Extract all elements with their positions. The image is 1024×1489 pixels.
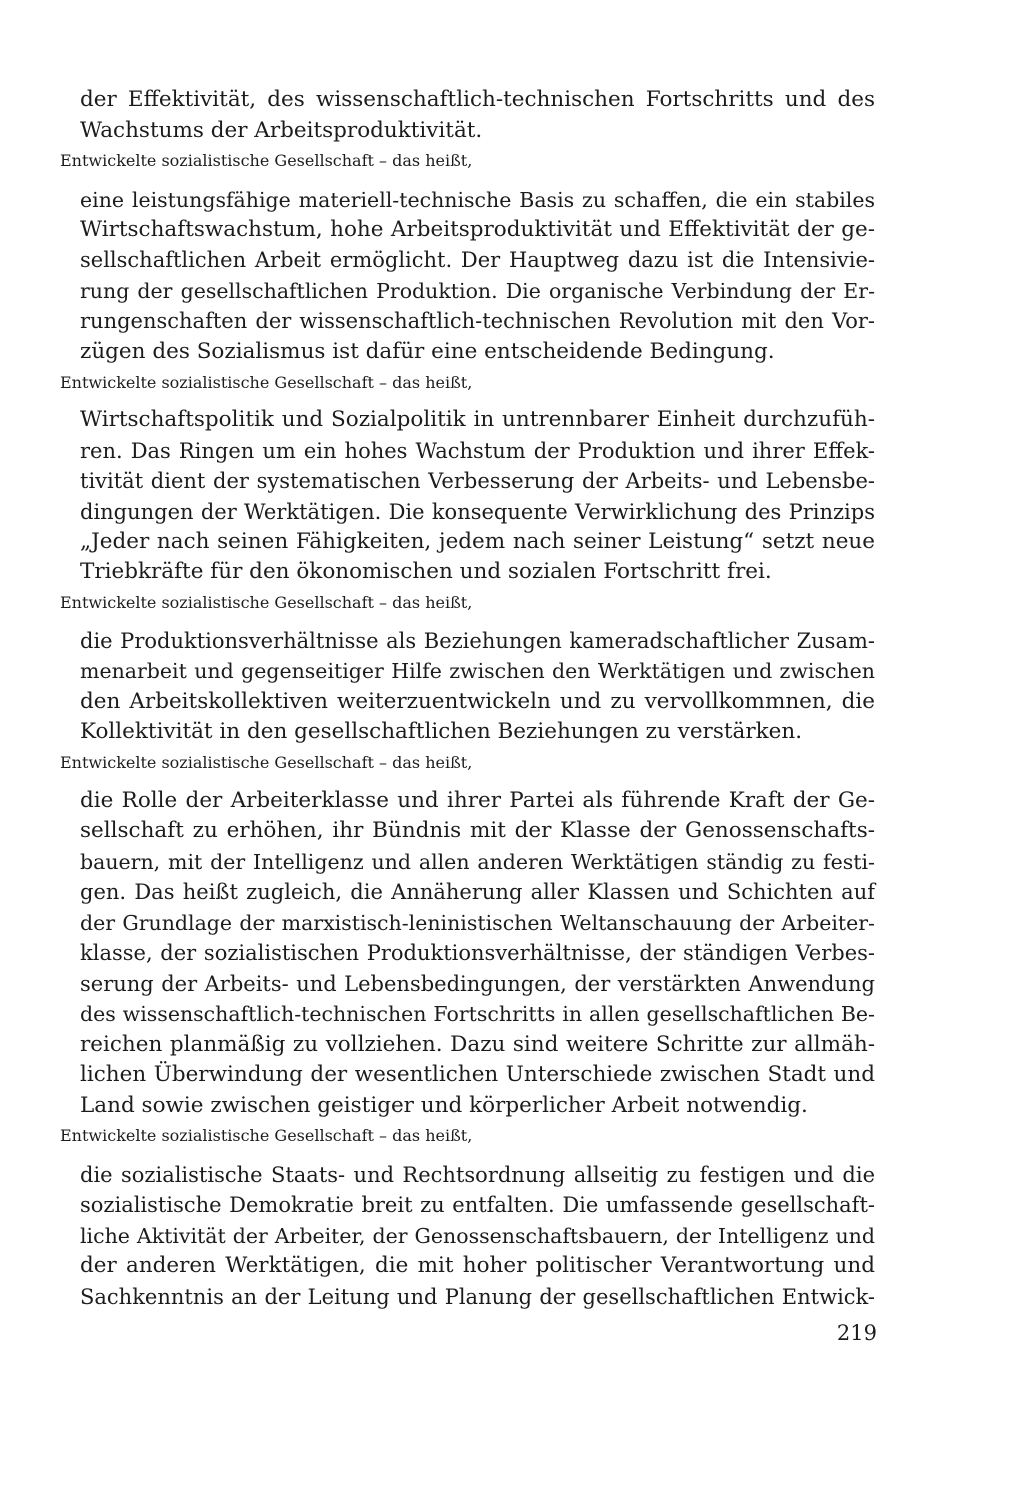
section-heading: Entwickelte sozialistische Gesellschaft – das heißt, [60,373,473,392]
text-line: lichen Überwindung der wesentlichen Unterschiede zwischen Stadt und [80,1062,875,1087]
text-line: menarbeit und gegenseitiger Hilfe zwischen den Werktätigen und zwischen [80,659,875,683]
text-line: des wissenschaftlich-technischen Fortschritts in allen gesellschaftlichen Be- [80,1002,875,1026]
section-heading: Entwickelte sozialistische Gesellschaft – das heißt, [60,151,473,170]
section-heading: Entwickelte sozialistische Gesellschaft – das heißt, [60,1126,473,1145]
text-line: Wirtschaftspolitik und Sozialpolitik in untrennbarer Einheit durchzufüh- [80,407,875,432]
text-line: die Rolle der Arbeiterklasse und ihrer Partei als führende Kraft der Ge- [80,788,875,813]
text-line: Kollektivität in den gesellschaftlichen Beziehungen zu verstärken. [80,719,803,744]
text-line: klasse, der sozialistischen Produktionsverhältnisse, der ständigen Verbes- [80,941,875,965]
page-number: 219 [836,1321,877,1345]
text-line: serung der Arbeits- und Lebensbedingungen, der verstärkten Anwendung [80,972,875,996]
text-line: dingungen der Werktätigen. Die konsequente Verwirklichung des Prinzips [80,500,875,524]
text-line: tivität dient der systematischen Verbesserung der Arbeits- und Lebensbe- [80,469,875,493]
text-line: sozialistische Demokratie breit zu entfalten. Die umfassende gesellschaft- [80,1193,875,1217]
text-line: sellschaft zu erhöhen, ihr Bündnis mit der Klasse der Genossenschafts- [80,818,875,843]
text-line: Sachkenntnis an der Leitung und Planung der gesellschaftlichen Entwick- [80,1285,875,1309]
text-line: zügen des Sozialismus ist dafür eine entscheidende Bedingung. [80,339,775,364]
text-line: der Effektivität, des wissenschaftlich-technischen Fortschritts und des [80,87,875,112]
text-line: Land sowie zwischen geistiger und körperlicher Arbeit notwendig. [80,1093,808,1118]
text-line: reichen planmäßig zu vollziehen. Dazu sind weitere Schritte zur allmäh- [80,1032,875,1057]
text-line: Triebkräfte für den ökonomischen und sozialen Fortschritt frei. [80,559,772,584]
text-line: Wachstums der Arbeitsproduktivität. [80,118,483,143]
text-line: gen. Das heißt zugleich, die Annäherung aller Klassen und Schichten auf [80,880,875,904]
text-line: rungenschaften der wissenschaftlich-technischen Revolution mit den Vor- [80,309,875,333]
text-line: eine leistungsfähige materiell-technische Basis zu schaffen, die ein stabiles [80,188,875,212]
text-line: die sozialistische Staats- und Rechtsordnung allseitig zu festigen und die [80,1163,875,1187]
text-line: bauern, mit der Intelligenz und allen anderen Werktätigen ständig zu festi- [80,850,875,874]
section-heading: Entwickelte sozialistische Gesellschaft – das heißt, [60,753,473,772]
text-line: den Arbeitskollektiven weiterzuentwickeln und zu vervollkommnen, die [80,689,875,714]
text-line: rung der gesellschaftlichen Produktion. Die organische Verbindung der Er- [80,279,875,303]
text-line: der Grundlage der marxistisch-leninistischen Weltanschauung der Arbeiter- [80,911,875,935]
text-line: „Jeder nach seinen Fähigkeiten, jedem nach seiner Leistung“ setzt neue [80,529,875,554]
text-line: die Produktionsverhältnisse als Beziehungen kameradschaftlicher Zusam- [80,629,875,653]
text-line: der anderen Werktätigen, die mit hoher politischer Verantwortung und [80,1253,875,1278]
text-line: liche Aktivität der Arbeiter, der Genossenschaftsbauern, der Intelligenz und [80,1224,875,1248]
text-line: ren. Das Ringen um ein hohes Wachstum der Produktion und ihrer Effek- [80,439,875,463]
section-heading: Entwickelte sozialistische Gesellschaft – das heißt, [60,593,473,612]
text-line: sellschaftlichen Arbeit ermöglicht. Der Hauptweg dazu ist die Intensivie- [80,248,875,272]
text-line: Wirtschaftswachstum, hohe Arbeitsproduktivität und Effektivität der ge- [80,217,875,242]
